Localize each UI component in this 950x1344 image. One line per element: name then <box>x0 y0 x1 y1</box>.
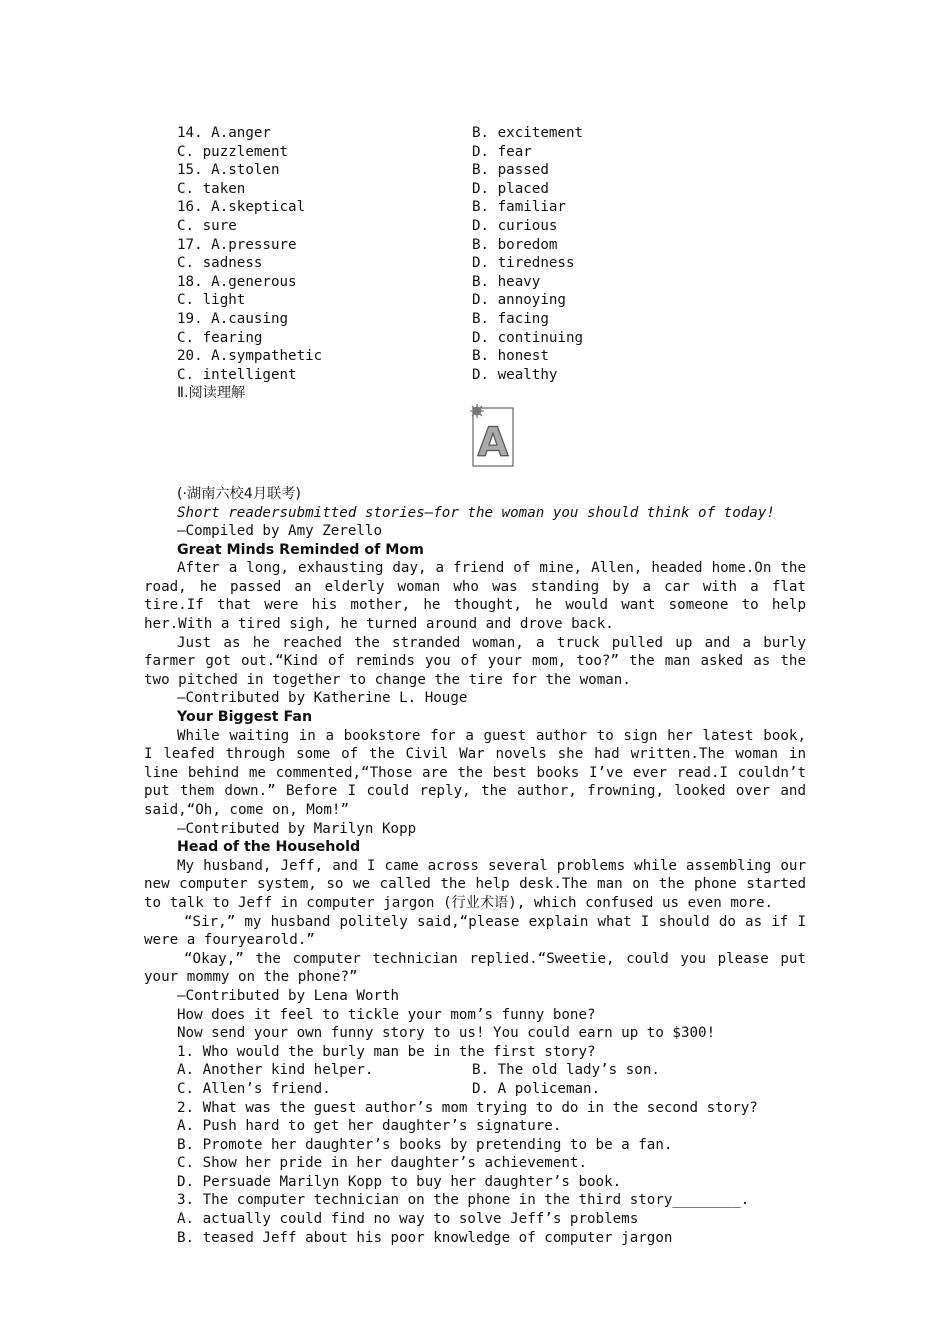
question2-stem: 2. What was the guest author’s mom trying to do in the second story? <box>177 1099 758 1116</box>
option-row <box>144 124 806 143</box>
story3-paragraph1: My husband, Jeff, and I came across several problems while assembling our new computer system, so we called the help desk.The man on the phone started to talk to Jeff in computer jargon (行业术语), which confused us even more. <box>144 857 815 911</box>
option-right: D. fear <box>472 143 532 160</box>
section-heading: Ⅱ.阅读理解 <box>177 385 246 402</box>
question2-option-a: A. Push hard to get her daughter’s signature. <box>177 1118 562 1135</box>
story3-credit: —Contributed by Lena Worth <box>177 987 400 1004</box>
option-right: D. annoying <box>472 292 566 309</box>
story3-title: Head of the Household <box>177 839 361 856</box>
story2-paragraph1: While waiting in a bookstore for a guest author to sign her latest book, I leafed through some of the Civil War novels she had written.The woman in line behind me commented,“Those are the best books I’ve ever read.I couldn’t put them down.” Before I could reply, the author, frowning, looked over and said,“Oh, come on, Mom!” <box>144 727 815 818</box>
option-row <box>144 198 806 217</box>
option-row <box>144 347 806 366</box>
question1-option-c: C. Allen’s friend. <box>177 1080 331 1097</box>
question1-option-d: D. A policeman. <box>472 1080 601 1097</box>
cloze-options <box>144 124 806 384</box>
question1-option-a: A. Another kind helper. <box>177 1062 374 1079</box>
option-row <box>144 236 806 255</box>
option-row <box>144 366 806 385</box>
option-right: D. curious <box>472 217 558 234</box>
question1-stem: 1. Who would the burly man be in the first story? <box>177 1043 596 1060</box>
option-left: C. sadness <box>177 255 263 272</box>
option-left: 17. A.pressure <box>177 236 297 253</box>
option-right: B. honest <box>472 348 549 365</box>
story1-paragraph2: Just as he reached the stranded woman, a truck pulled up and a burly farmer got out.“Kind of reminds you of your mom, too?” the man asked as the two pitched in together to change the tire for the woman. <box>144 634 815 688</box>
option-left: C. puzzlement <box>177 143 289 160</box>
story3-paragraph3: “Okay,” the computer technician replied.“Sweetie, could you please put your mommy on the phone?” <box>144 950 815 986</box>
option-left: C. intelligent <box>177 366 297 383</box>
question2-option-d: D. Persuade Marilyn Kopp to buy her daughter’s book. <box>177 1173 622 1190</box>
compiled-credit: —Compiled by Amy Zerello <box>177 523 382 540</box>
option-left: 16. A.skeptical <box>177 199 306 216</box>
story1-paragraph1: After a long, exhausting day, a friend of mine, Allen, headed home.On the road, he passed an elderly woman who was standing by a car with a flat tire.If that were his mother, he thought, he would want someone to help her.With a tired sigh, he turned around and drove back. <box>144 560 815 633</box>
option-right: B. excitement <box>472 125 584 141</box>
option-row <box>144 217 806 236</box>
story1-credit: —Contributed by Katherine L. Houge <box>177 690 468 707</box>
option-right: B. heavy <box>472 273 541 290</box>
option-row <box>144 329 806 348</box>
question1-option-b: B. The old lady’s son. <box>472 1062 660 1079</box>
question3-option-a: A. actually could find no way to solve Jeff’s problems <box>177 1211 639 1228</box>
option-row <box>144 254 806 273</box>
question1-options-row1 <box>144 1061 806 1080</box>
question1-options-row2 <box>144 1080 806 1099</box>
option-row <box>144 161 806 180</box>
option-row <box>144 180 806 199</box>
source-note: (·湖南六校4月联考) <box>177 485 301 502</box>
option-left: C. light <box>177 292 246 309</box>
document-page <box>144 124 815 1247</box>
story2-credit: —Contributed by Marilyn Kopp <box>177 820 417 837</box>
option-left: 14. A.anger <box>177 125 271 141</box>
option-right: D. wealthy <box>472 366 558 383</box>
closing-line2: Now send your own funny story to us! You could earn up to $300! <box>177 1025 716 1042</box>
option-left: 19. A.causing <box>177 310 289 327</box>
option-row <box>144 310 806 329</box>
question2-option-c: C. Show her pride in her daughter’s achievement. <box>177 1155 587 1172</box>
option-right: B. familiar <box>472 199 566 216</box>
option-left: C. fearing <box>177 329 263 346</box>
option-left: 15. A.stolen <box>177 162 280 179</box>
closing-line1: How does it feel to tickle your mom’s funny bone? <box>177 1006 596 1023</box>
option-right: D. placed <box>472 180 549 197</box>
intro-line: Short readersubmitted stories—for the woman you should think of today! <box>177 504 775 521</box>
option-right: D. tiredness <box>472 255 575 272</box>
splash-icon <box>470 404 484 418</box>
story2-title: Your Biggest Fan <box>177 709 313 726</box>
option-row <box>144 291 806 310</box>
question3-option-b: B. teased Jeff about his poor knowledge of computer jargon <box>177 1229 673 1246</box>
option-row <box>144 143 806 162</box>
option-right: B. passed <box>472 162 549 179</box>
question2-option-b: B. Promote her daughter’s books by pretending to be a fan. <box>177 1136 673 1153</box>
option-right: B. boredom <box>472 236 558 253</box>
option-left: C. taken <box>177 180 246 197</box>
question3-stem: 3. The computer technician on the phone in the third story________. <box>177 1192 750 1209</box>
option-row <box>144 273 806 292</box>
badge-letter: A <box>477 420 509 466</box>
option-right: B. facing <box>472 310 549 327</box>
option-left: 20. A.sympathetic <box>177 348 323 365</box>
option-left: C. sure <box>177 217 237 234</box>
story3-paragraph2: “Sir,” my husband politely said,“please explain what I should do as if I were a fouryearold.” <box>144 913 815 949</box>
option-left: 18. A.generous <box>177 273 297 290</box>
passage-a-badge <box>470 404 516 468</box>
story1-title: Great Minds Reminded of Mom <box>177 541 424 558</box>
option-right: D. continuing <box>472 329 584 346</box>
